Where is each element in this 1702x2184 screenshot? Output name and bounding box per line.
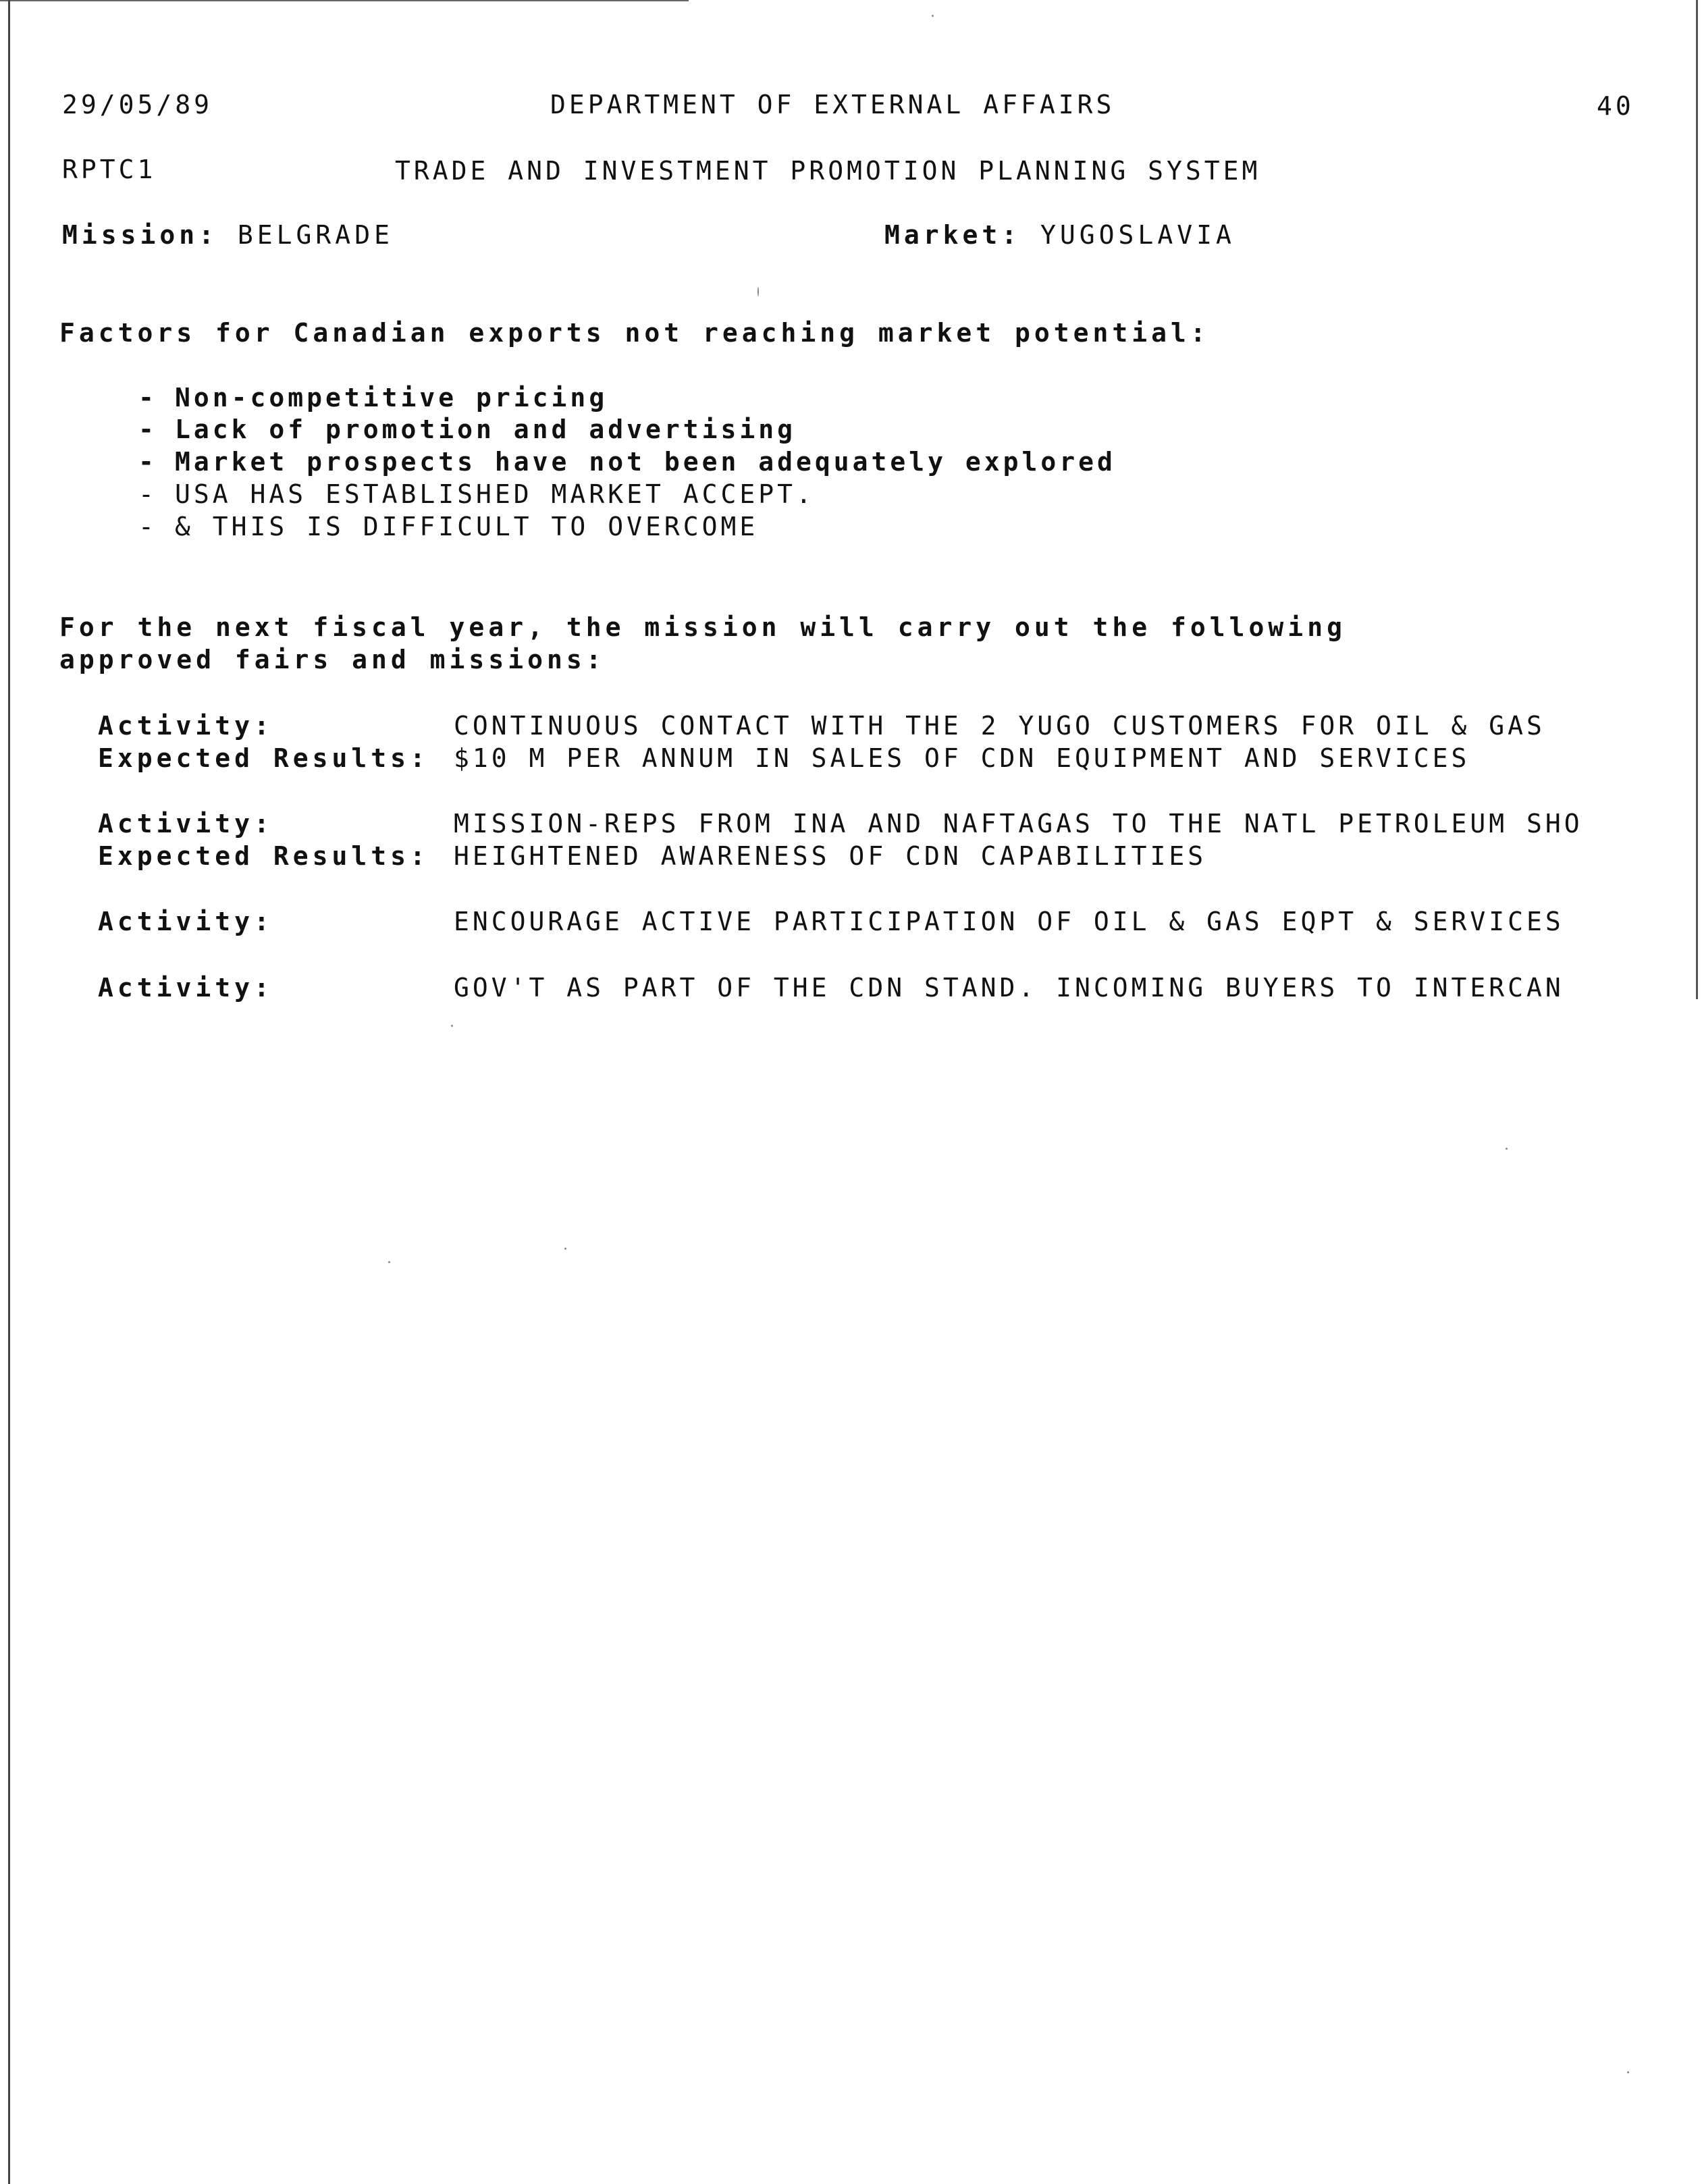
expected-results-label: Expected Results: (98, 743, 429, 773)
mission-label: Mission: (62, 220, 219, 250)
list-item: - Lack of promotion and advertising (138, 415, 796, 444)
bullet-dash: - (138, 383, 157, 412)
page-top-edge (0, 0, 689, 1)
expected-results-text: HEIGHTENED AWARENESS OF CDN CAPABILITIES (454, 841, 1207, 871)
list-item: - & THIS IS DIFFICULT TO OVERCOME (138, 512, 759, 541)
activity-label: Activity: (98, 809, 273, 838)
bullet-dash: - (138, 512, 157, 541)
activity-text: GOV'T AS PART OF THE CDN STAND. INCOMING BUYERS TO INTERCAN (454, 973, 1564, 1003)
scan-mark (564, 1248, 566, 1250)
activity-text: CONTINUOUS CONTACT WITH THE 2 YUGO CUSTOMERS FOR OIL & GAS (454, 711, 1545, 741)
expected-results-text: $10 M PER ANNUM IN SALES OF CDN EQUIPMENT AND SERVICES (454, 743, 1470, 773)
mission-value: BELGRADE (237, 220, 394, 250)
activity-text: MISSION-REPS FROM INA AND NAFTAGAS TO THE NATL PETROLEUM SHO (454, 809, 1583, 838)
bullet-dash: - (138, 415, 157, 444)
market-label: Market: (884, 220, 1021, 250)
report-code: RPTC1 (62, 155, 157, 184)
market-value: YUGOSLAVIA (1040, 220, 1235, 250)
scan-mark (1627, 2071, 1629, 2073)
mission-field (62, 219, 394, 250)
plan-intro-line-1: For the next fiscal year, the mission will carry out the following (59, 612, 1346, 642)
plan-intro-line-2: approved fairs and missions: (59, 645, 606, 674)
activity-label: Activity: (98, 711, 273, 741)
bullet-dash: - (138, 447, 157, 477)
activity-label: Activity: (98, 973, 273, 1003)
expected-results-label: Expected Results: (98, 841, 429, 871)
page-right-edge (1696, 0, 1698, 999)
list-item: - Market prospects have not been adequately explored (138, 447, 1116, 477)
list-item: - Non-competitive pricing (138, 383, 608, 412)
system-title: TRADE AND INVESTMENT PROMOTION PLANNING SYSTEM (395, 156, 1261, 186)
factors-heading: Factors for Canadian exports not reaching market potential: (59, 318, 1210, 348)
scan-mark (388, 1261, 390, 1263)
page-number: 40 (1597, 91, 1634, 121)
page-left-edge (8, 0, 10, 2184)
list-item: - USA HAS ESTABLISHED MARKET ACCEPT. (138, 479, 815, 509)
bullet-dash: - (138, 479, 157, 509)
scan-mark (1506, 1148, 1508, 1150)
scan-mark (757, 287, 759, 296)
market-field (884, 219, 1235, 250)
scan-mark (451, 1025, 453, 1027)
report-date: 29/05/89 (62, 90, 213, 119)
department-title: DEPARTMENT OF EXTERNAL AFFAIRS (550, 90, 1115, 119)
scan-mark (932, 15, 934, 17)
activity-label: Activity: (98, 907, 273, 936)
activity-text: ENCOURAGE ACTIVE PARTICIPATION OF OIL & GAS EQPT & SERVICES (454, 907, 1564, 936)
